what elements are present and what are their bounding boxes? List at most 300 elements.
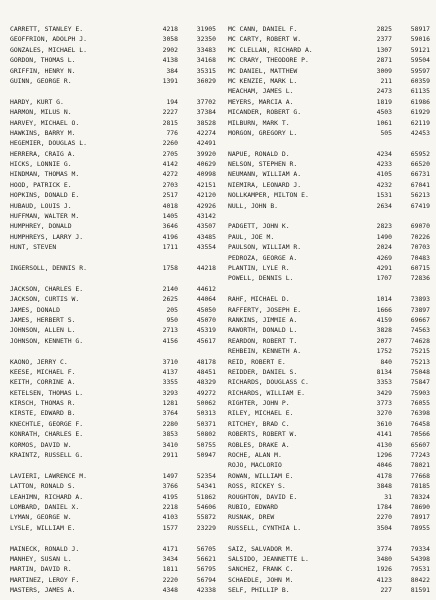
entry-code: 61135 [410,87,430,96]
entry-row [10,221,218,231]
entry-number: 2705 [162,149,178,158]
entry-row [228,460,432,470]
entry-code: 59016 [410,35,430,44]
entry-row [228,294,432,304]
entry-name: LATTON, RONALD S. [10,482,76,491]
entry-code: 70483 [410,253,430,262]
entry-number: 1531 [376,191,392,200]
entry-row [10,388,218,398]
entry-name: MANHEY, SUSAN L. [10,554,72,563]
entry-number: 1281 [162,399,178,408]
entry-row [228,554,432,564]
entry-number: 3480 [376,554,392,563]
entry-code: 34168 [196,56,216,65]
entry-code: 45050 [196,305,216,314]
entry-code: 23229 [196,523,216,532]
entry-code: 80422 [410,575,430,584]
entry-code: 31905 [196,25,216,33]
entry-code: 56621 [196,554,216,563]
entry-row [10,97,218,107]
entry-code: 44064 [196,295,216,304]
entry-name: HOPKINS, DONALD E. [10,191,80,200]
entry-row [228,76,432,86]
entry-code: 39920 [196,149,216,158]
entry-name: JACKSON, CURTIS W. [10,295,80,304]
entry-code: 45319 [196,326,216,335]
entry-row [228,315,432,325]
entry-name: JAMES, HERBERT S. [10,315,76,324]
entry-code: 33483 [196,45,216,54]
entry-name: MEACHAM, JAMES L. [228,87,294,96]
entry-number: 4234 [376,149,392,158]
entry-code: 54341 [196,482,216,491]
entry-number: 2270 [376,513,392,522]
entry-code: 55872 [196,513,216,522]
entry-code: 42151 [196,180,216,189]
entry-row [10,325,218,335]
entry-row [228,34,432,44]
entry-name: NIEMIRA, LEONARD J. [228,180,302,189]
entry-name: RAHF, MICHAEL D. [228,295,290,304]
entry-name: HINDMAN, THOMAS M. [10,170,80,179]
entry-row [228,128,432,138]
entry-row [228,149,432,159]
entry-name: HOOD, PATRICK E. [10,180,72,189]
entry-row [228,419,432,429]
entry-number: 505 [380,128,392,137]
entry-row [10,305,218,315]
entry-code: 76458 [410,419,430,428]
entry-row [228,66,432,76]
entry-number: 31 [384,492,392,501]
entry-name: PEDROZA, GEORGE A. [228,253,298,262]
entry-code: 61929 [410,108,430,117]
entry-code: 75215 [410,347,430,356]
entry-code: 58917 [410,25,430,33]
entry-number: 2815 [162,118,178,127]
entry-number: 2077 [376,336,392,345]
entry-number: 4195 [162,492,178,501]
entry-name: REIDDER, DANIEL S. [228,367,298,376]
entry-code: 44612 [196,284,216,293]
entry-code: 43142 [196,212,216,221]
entry-code: 44218 [196,263,216,272]
row-spacer [10,346,218,356]
entry-name: KORMOS, DAVID W. [10,440,72,449]
entry-name: HUFFMAN, WALTER M. [10,212,80,221]
entry-number: 4503 [376,108,392,117]
entry-number: 3774 [376,544,392,553]
entry-number: 3270 [376,409,392,418]
entry-number: 1577 [162,523,178,532]
entry-number: 2517 [162,191,178,200]
row-spacer [10,460,218,470]
entry-number: 3853 [162,430,178,439]
entry-row [228,398,432,408]
entry-row [10,149,218,159]
entry-name: LYSLE, WILLIAM E. [10,523,76,532]
entry-name: MC CLELLAN, RICHARD A. [228,45,313,54]
entry-name: MARTINEZ, LEROY F. [10,575,80,584]
entry-number: 1391 [162,76,178,85]
entry-name: PADGETT, JOHN K. [228,222,290,231]
entry-code: 56213 [410,191,430,200]
entry-name: KRAINTZ, RUSSELL G. [10,451,84,460]
entry-row [10,408,218,418]
entry-number: 950 [166,315,178,324]
entry-code: 43554 [196,243,216,252]
entry-name: MAINECK, RONALD J. [10,544,80,553]
entry-code: 50802 [196,430,216,439]
entry-code: 56705 [196,544,216,553]
entry-number: 1296 [376,451,392,460]
entry-name: JACKSON, CHARLES E. [10,284,84,293]
entry-code: 67041 [410,180,430,189]
entry-row [228,169,432,179]
entry-number: 4291 [376,263,392,272]
entry-code: 42338 [196,586,216,595]
entry-code: 74628 [410,336,430,345]
entry-number: 2634 [376,201,392,210]
entry-name: POWELL, DENNIS L. [228,274,294,283]
row-spacer [10,533,218,543]
entry-code: 56794 [196,575,216,584]
entry-code: 56795 [196,565,216,574]
entry-number: 4046 [376,461,392,470]
entry-code: 78690 [410,502,430,511]
entry-row [10,24,218,34]
row-spacer [228,533,432,543]
entry-number: 2227 [162,108,178,117]
entry-code: 43485 [196,232,216,241]
entry-number: 4141 [376,430,392,439]
entry-code: 50062 [196,399,216,408]
entry-number: 4156 [162,336,178,345]
entry-number: 384 [166,66,178,75]
entry-row [10,242,218,252]
entry-code: 70226 [410,232,430,241]
entry-code: 66731 [410,170,430,179]
entry-number: 1711 [162,243,178,252]
entry-name: RITCHEY, BRAD C. [228,419,290,428]
entry-name: RUBIO, EDWARD [228,502,279,511]
entry-name: RUSSELL, CYNTHIA L. [228,523,302,532]
entry-row [228,55,432,65]
entry-row [10,128,218,138]
entry-code: 78021 [410,461,430,470]
entry-name: ROWAN, WILLIAM E. [228,471,294,480]
entry-name: SCHAEDLE, JOHN M. [228,575,294,584]
entry-name: CARRETT, STANLEY E. [10,25,84,33]
entry-code: 79531 [410,565,430,574]
entry-code: 37384 [196,108,216,117]
entry-row [10,544,218,554]
entry-row [228,512,432,522]
entry-code: 59504 [410,56,430,65]
entry-code: 48329 [196,378,216,387]
entry-number: 2625 [162,295,178,304]
entry-name: ROSS, RICKEY S. [228,482,286,491]
row-spacer [10,253,218,263]
entry-name: MORGON, GREGORY L. [228,128,298,137]
entry-row [10,263,218,273]
entry-row [228,305,432,315]
entry-row [228,201,432,211]
entry-code: 75048 [410,367,430,376]
entry-name: MARTIN, DAVID R. [10,565,72,574]
entry-row [228,86,432,96]
entry-code: 36029 [196,76,216,85]
entry-row [228,357,432,367]
entry-name: GUINN, GEORGE R. [10,76,72,85]
entry-name: REID, ROBERT E. [228,357,286,366]
entry-name: MILBURN, MARK T. [228,118,290,127]
entry-row [228,377,432,387]
entry-number: 3355 [162,378,178,387]
entry-number: 4171 [162,544,178,553]
entry-row [228,263,432,273]
entry-number: 2140 [162,284,178,293]
entry-code: 77243 [410,451,430,460]
entry-code: 75847 [410,378,430,387]
entry-code: 52354 [196,471,216,480]
entry-code: 78324 [410,492,430,501]
entry-row [228,564,432,574]
entry-code: 60715 [410,263,430,272]
entry-number: 3058 [162,35,178,44]
entry-number: 4348 [162,586,178,595]
entry-code: 73897 [410,305,430,314]
entry-number: 1405 [162,212,178,221]
entry-row [10,211,218,221]
entry-name: MICANDER, ROBERT G. [228,108,302,117]
entry-name: ROBLES, DRAKE A. [228,440,290,449]
entry-number: 3293 [162,388,178,397]
entry-name: GORDON, THOMAS L. [10,56,76,65]
entry-code: 42274 [196,128,216,137]
entry-number: 3773 [376,399,392,408]
entry-number: 4137 [162,367,178,376]
entry-number: 4269 [376,253,392,262]
entry-code: 45070 [196,315,216,324]
entry-row [228,107,432,117]
entry-code: 60359 [410,76,430,85]
entry-number: 194 [166,97,178,106]
entry-row [10,471,218,481]
entry-number: 3848 [376,482,392,491]
entry-row [10,440,218,450]
entry-row [228,408,432,418]
entry-code: 50947 [196,451,216,460]
entry-name: HERRERA, CRAIG A. [10,149,76,158]
entry-row [10,76,218,86]
entry-name: ROUGHTON, DAVID E. [228,492,298,501]
entry-row [228,242,432,252]
entry-code: 77668 [410,471,430,480]
entry-number: 2473 [376,87,392,96]
entry-number: 3646 [162,222,178,231]
entry-name: KEITH, CORRINE A. [10,378,76,387]
entry-code: 69667 [410,315,430,324]
entry-name: GRIFFIN, HENRY N. [10,66,76,75]
entry-code: 76055 [410,399,430,408]
entry-row [10,492,218,502]
entry-number: 3410 [162,440,178,449]
entry-row [228,481,432,491]
entry-row [10,377,218,387]
entry-code: 54606 [196,502,216,511]
entry-row [10,45,218,55]
entry-number: 1707 [376,274,392,283]
entry-number: 2825 [376,25,392,33]
entry-name: RUSNAK, DREW [228,513,275,522]
entry-code: 48178 [196,357,216,366]
entry-name: RANKINS, JIMMIE A. [228,315,298,324]
entry-name: HARVEY, MICHAEL O. [10,118,80,127]
entry-name: ROBERTS, ROBERT W. [228,430,298,439]
entry-row [10,398,218,408]
entry-code: 65952 [410,149,430,158]
entry-number: 3766 [162,482,178,491]
entry-number: 2823 [376,222,392,231]
entry-number: 2871 [376,56,392,65]
entry-code: 35315 [196,66,216,75]
entry-code: 42453 [410,128,430,137]
entry-code: 81591 [410,586,430,595]
entry-name: MC KENZIE, MARK L. [228,76,298,85]
entry-name: LOMBARD, DANIEL X. [10,502,80,511]
entry-code: 50371 [196,419,216,428]
entry-row [10,429,218,439]
entry-code: 42491 [196,139,216,148]
entry-name: MC DANIEL, MATTHEW [228,66,298,75]
entry-code: 49272 [196,388,216,397]
entry-code: 75903 [410,388,430,397]
entry-number: 1752 [376,347,392,356]
entry-number: 1061 [376,118,392,127]
entry-number: 4272 [162,170,178,179]
entry-code: 59121 [410,45,430,54]
entry-number: 2280 [162,419,178,428]
row-spacer [228,138,432,148]
entry-row [10,55,218,65]
entry-number: 2902 [162,45,178,54]
entry-row [228,97,432,107]
entry-number: 1490 [376,232,392,241]
entry-name: ROJO, MACLORIO [228,461,282,470]
entry-row [228,180,432,190]
entry-code: 40998 [196,170,216,179]
entry-number: 776 [166,128,178,137]
entry-number: 2713 [162,326,178,335]
entry-code: 66520 [410,160,430,169]
entry-row [228,159,432,169]
entry-code: 43507 [196,222,216,231]
entry-row [10,34,218,44]
entry-number: 4218 [162,25,178,33]
entry-name: RICHARDS, WILLIAM E. [228,388,305,397]
entry-row [10,336,218,346]
entry-number: 4138 [162,56,178,65]
entry-name: RAFFERTY, JOSEPH E. [228,305,302,314]
entry-row [228,575,432,585]
entry-row [228,253,432,263]
entry-number: 1758 [162,263,178,272]
entry-number: 2911 [162,451,178,460]
right-column [228,24,432,595]
entry-name: KETELSEN, THOMAS L. [10,388,84,397]
entry-name: NELSON, STEPHEN R. [228,160,298,169]
entry-code: 54398 [410,554,430,563]
entry-code: 70566 [410,430,430,439]
entry-name: NAPUE, RONALD D. [228,149,290,158]
entry-number: 4232 [376,180,392,189]
entry-code: 75213 [410,357,430,366]
entry-code: 51862 [196,492,216,501]
entry-name: JOHNSON, KENNETH G. [10,336,84,345]
entry-number: 3710 [162,357,178,366]
entry-row [228,523,432,533]
entry-row [10,159,218,169]
entry-row [10,138,218,148]
entry-number: 205 [166,305,178,314]
entry-code: 50755 [196,440,216,449]
entry-number: 8134 [376,367,392,376]
entry-number: 4178 [376,471,392,480]
entry-row [228,367,432,377]
entry-name: NULL, JOHN B. [228,201,279,210]
entry-code: 50313 [196,409,216,418]
entry-code: 42926 [196,201,216,210]
entry-row [228,440,432,450]
entry-row [10,357,218,367]
entry-code: 67419 [410,201,430,210]
entry-name: HAWKINS, BARRY M. [10,128,76,137]
entry-number: 2260 [162,139,178,148]
entry-name: RAWORTH, DONALD L. [228,326,298,335]
entry-name: SALSIDO, JEANNETTE L. [228,554,309,563]
entry-name: KAONO, JERRY C. [10,357,68,366]
entry-number: 4196 [162,232,178,241]
entry-code: 78185 [410,482,430,491]
entry-code: 74563 [410,326,430,335]
entry-name: KEESE, MICHAEL F. [10,367,76,376]
entry-name: SANCHEZ, FRANK C. [228,565,294,574]
entry-row [10,180,218,190]
entry-number: 3764 [162,409,178,418]
entry-row [10,419,218,429]
entry-number: 2377 [376,35,392,44]
entry-name: HUMPHREYS, LARRY J. [10,232,84,241]
entry-name: HARMON, MILUS N. [10,108,72,117]
entry-row [10,575,218,585]
entry-code: 69070 [410,222,430,231]
entry-row [10,481,218,491]
entry-number: 3353 [376,378,392,387]
entry-name: PAULSON, WILLIAM R. [228,243,302,252]
entry-name: SELF, PHILLIP B. [228,586,290,595]
entry-name: HICKS, LONNIE G. [10,160,72,169]
entry-row [10,201,218,211]
entry-number: 1811 [162,565,178,574]
entry-row [228,492,432,502]
entry-name: MC CRARY, THEODORE P. [228,56,309,65]
entry-number: 211 [380,76,392,85]
entry-number: 4123 [376,575,392,584]
entry-name: MEYERS, MARCIA A. [228,97,294,106]
entry-number: 1307 [376,45,392,54]
entry-row [228,346,432,356]
